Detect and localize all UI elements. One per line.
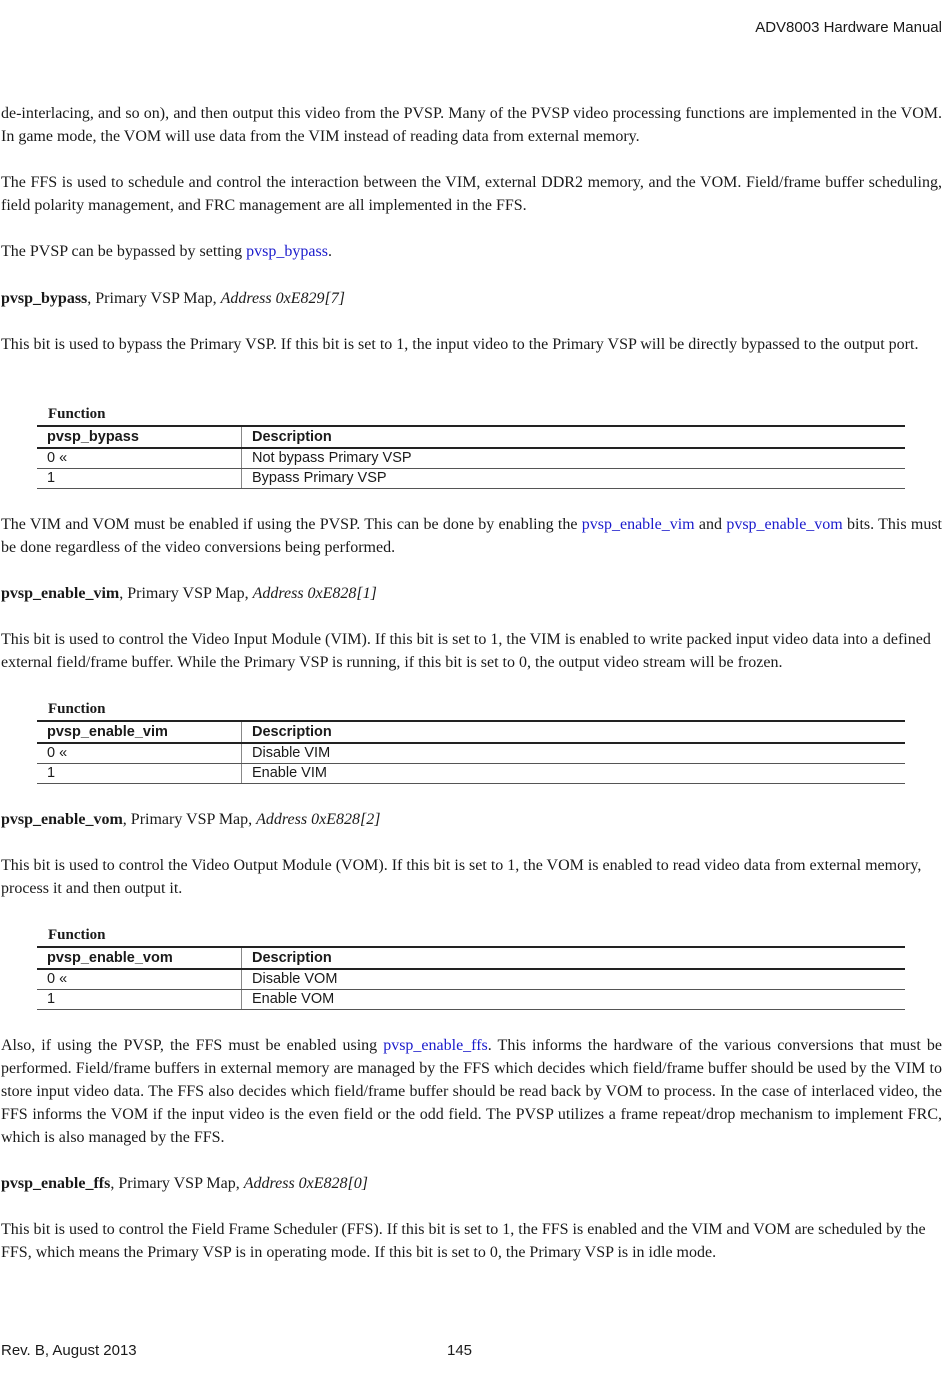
paragraph-text: . [327, 243, 332, 260]
table-cell: Enable VIM [242, 764, 906, 784]
register-name: pvsp_enable_vom [1, 811, 123, 828]
table-cell: 1 [37, 469, 242, 489]
table-header-row [37, 947, 905, 969]
table-header-cell: Description [242, 426, 906, 448]
register-address: Address 0xE828[2] [256, 811, 381, 828]
table-cell: 0 « [37, 969, 242, 990]
register-address: Address 0xE828[0] [243, 1175, 368, 1192]
table-row [37, 448, 905, 469]
table-cell: 0 « [37, 448, 242, 469]
paragraph-vim-description: This bit is used to control the Video Input Module (VIM). If this bit is set to 1, the VIM is enabled to write packed input video data into a defined external field/frame buffer. While the Primary VSP is running, if this bit is set to 0, the output video stream will be frozen. [1, 631, 931, 671]
function-table-vim [37, 699, 905, 784]
function-table-vom [37, 925, 905, 1010]
paragraph-ffs-overview: The FFS is used to schedule and control the interaction between the VIM, external DDR2 memory, and the VOM. Field/frame buffer scheduling, field polarity management, and FRC management are all implemented in the FFS. [1, 174, 942, 214]
table-cell: 0 « [37, 743, 242, 764]
table-cell: 1 [37, 990, 242, 1010]
link-pvsp-bypass[interactable]: pvsp_bypass [246, 243, 328, 260]
table-row [37, 764, 905, 784]
table-row [37, 969, 905, 990]
register-heading-bypass [1, 287, 942, 310]
paragraph-text: . This informs the hardware of the various conversions that must be performed. Field/frame buffers in external memory are managed by the FFS which decides which field/frame buffer should be used by the VIM to store input video data. The FFS also decides which field/frame buffer should be read back by VOM to process. In the case of interlaced video, the FFS informs the VOM if the input video is the even field or the odd field. The PVSP utilizes a frame repeat/drop mechanism to implement FRC, which is also managed by the FFS. [1, 1037, 943, 1146]
table-cell: 1 [37, 764, 242, 784]
document-header-title: ADV8003 Hardware Manual [755, 19, 942, 36]
table-header-cell: Description [242, 721, 906, 743]
table-cell: Enable VOM [242, 990, 906, 1010]
table-cell: Disable VOM [242, 969, 906, 990]
table-title: Function [48, 927, 106, 943]
table-cell: Disable VIM [242, 743, 906, 764]
register-heading-vim [1, 582, 942, 605]
table-header-row [37, 721, 905, 743]
table-title: Function [48, 406, 106, 422]
paragraph-text: Also, if using the PVSP, the FFS must be enabled using [1, 1037, 384, 1054]
link-pvsp-enable-ffs[interactable]: pvsp_enable_ffs [383, 1037, 488, 1054]
link-pvsp-enable-vom[interactable]: pvsp_enable_vom [726, 516, 843, 533]
register-heading-vom [1, 808, 942, 831]
paragraph-bypass-description: This bit is used to bypass the Primary VSP. If this bit is set to 1, the input video to the Primary VSP will be directly bypassed to the output port. [1, 336, 919, 353]
register-map: , Primary VSP Map, [87, 290, 221, 307]
footer-page-number: 145 [447, 1342, 473, 1359]
paragraph-text: The PVSP can be bypassed by setting [1, 243, 247, 260]
paragraph-bypass-intro [1, 240, 942, 263]
table-row [37, 469, 905, 489]
table-header-cell: pvsp_bypass [37, 426, 242, 448]
table-title: Function [48, 701, 106, 717]
table-cell: Not bypass Primary VSP [242, 448, 906, 469]
register-map: , Primary VSP Map, [110, 1175, 244, 1192]
table-header-cell: Description [242, 947, 906, 969]
table-row [37, 743, 905, 764]
table-header-cell: pvsp_enable_vim [37, 721, 242, 743]
register-map: , Primary VSP Map, [122, 811, 257, 828]
paragraph-pvsp-overview: de-interlacing, and so on), and then output this video from the PVSP. Many of the PVSP video processing functions are implemented in the VOM. In game mode, the VOM will use data from the VIM instead of reading data from external memory. [1, 105, 942, 145]
paragraph-vom-description: This bit is used to control the Video Output Module (VOM). If this bit is set to 1, the VOM is enabled to read video data from external memory, process it and then output it. [1, 857, 922, 897]
table-row [37, 990, 905, 1010]
paragraph-ffs-description: This bit is used to control the Field Frame Scheduler (FFS). If this bit is set to 1, the FFS is enabled and the VIM and VOM are scheduled by the FFS, which means the Primary VSP is in operating mode. If this bit is set to 0, the Primary VSP is in idle mode. [1, 1221, 926, 1261]
register-address: Address 0xE829[7] [220, 290, 345, 307]
register-name: pvsp_enable_vim [1, 585, 120, 602]
register-address: Address 0xE828[1] [252, 585, 377, 602]
paragraph-text: bits. This must be done regardless of the video conversions being performed. [1, 516, 943, 556]
paragraph-text: and [694, 516, 727, 533]
table-header-row [37, 426, 905, 448]
paragraph-vim-vom-enable [1, 513, 942, 559]
register-name: pvsp_enable_ffs [1, 1175, 111, 1192]
table-header-cell: pvsp_enable_vom [37, 947, 242, 969]
register-heading-ffs [1, 1172, 942, 1195]
footer-revision: Rev. B, August 2013 [1, 1342, 137, 1359]
function-table-bypass [37, 404, 905, 489]
paragraph-ffs-enable [1, 1034, 942, 1149]
register-name: pvsp_bypass [1, 290, 88, 307]
register-map: , Primary VSP Map, [119, 585, 253, 602]
table-cell: Bypass Primary VSP [242, 469, 906, 489]
link-pvsp-enable-vim[interactable]: pvsp_enable_vim [581, 516, 695, 533]
paragraph-text: The VIM and VOM must be enabled if using the PVSP. This can be done by enabling the [1, 516, 582, 533]
